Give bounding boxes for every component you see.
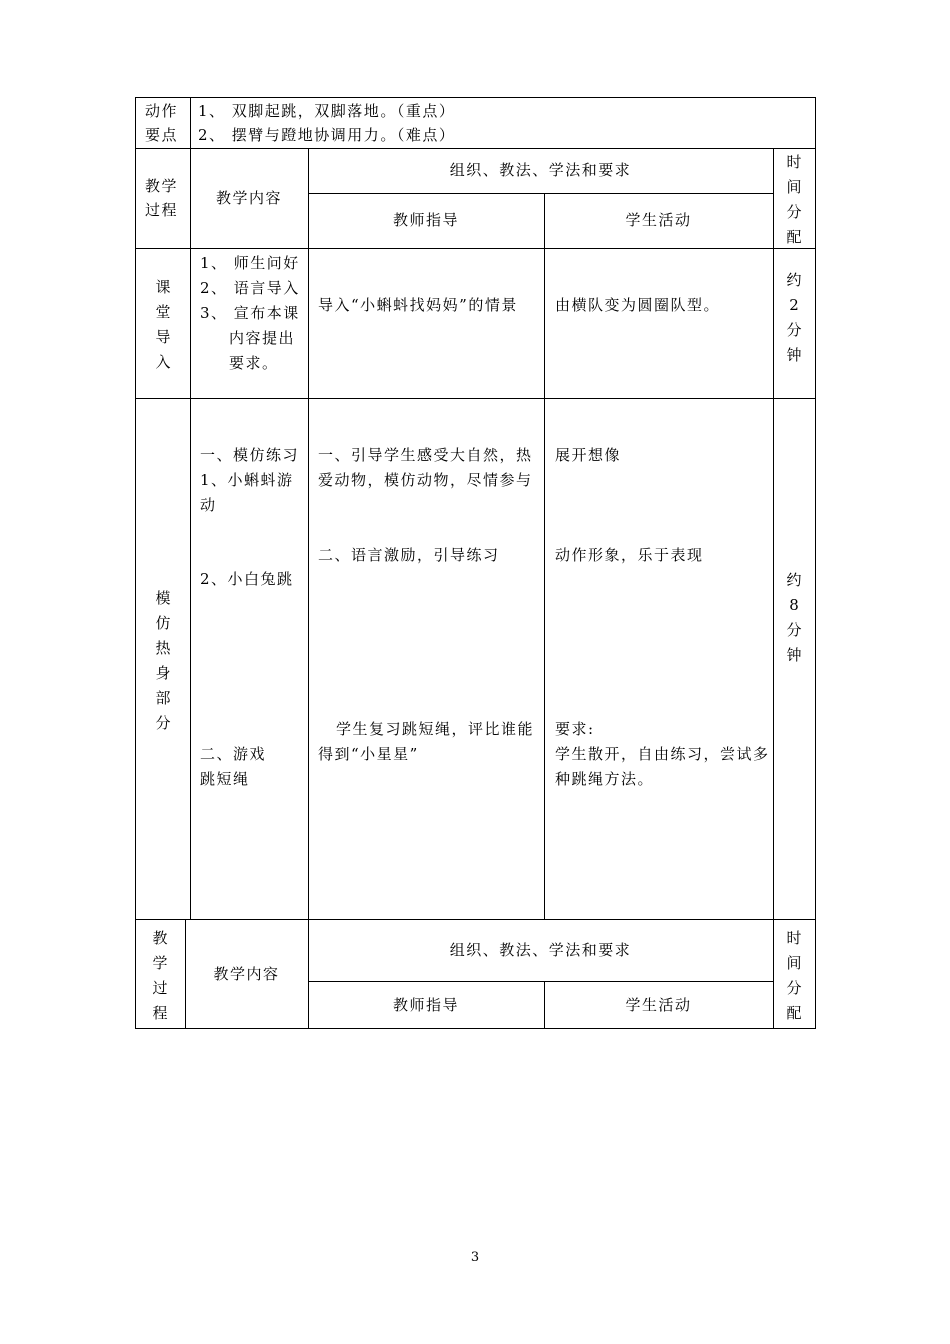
key-point-2: 2、 摆臂与蹬地协调用力。（难点） (198, 126, 456, 144)
section2-time: 约 8 分 钟 (786, 571, 802, 664)
section1-content-4: 内容提出 (229, 329, 296, 347)
student-header: 学生活动 (625, 211, 692, 229)
page-number: 3 (470, 1250, 480, 1265)
section1-name: 课 堂 导 入 (155, 278, 171, 371)
section1-teacher: 导入“小蝌蚪找妈妈”的情景 (318, 296, 518, 314)
time-header: 时 间 分 配 (786, 153, 802, 246)
section2-teacher-5: 得到“小星星” (318, 745, 419, 763)
key-point-1: 1、 双脚起跳，双脚落地。（重点） (198, 102, 456, 120)
section2-content-6: 跳短绳 (200, 770, 250, 788)
process-label-2: 过程 (145, 201, 179, 219)
section1-content-2: 2、 语言导入 (200, 279, 300, 297)
section2-student-3: 要求: (555, 720, 595, 738)
section2-student-4: 学生散开，自由练习，尝试多 (555, 745, 770, 763)
org-methods-header: 组织、教法、学法和要求 (449, 161, 632, 179)
section2-content-3: 动 (200, 496, 217, 514)
section2-student-2: 动作形象，乐于表现 (555, 546, 704, 564)
section2-teacher-3: 二、语言激励，引导练习 (318, 546, 500, 564)
footer-content-header: 教学内容 (213, 965, 280, 983)
section2-content-1: 一、模仿练习 (200, 446, 300, 464)
section2-content-5: 二、游戏 (200, 745, 267, 763)
section1-content-1: 1、 师生问好 (200, 254, 300, 272)
footer-student-header: 学生活动 (625, 996, 692, 1014)
section2-student-5: 种跳绳方法。 (555, 770, 655, 788)
section1-content-3: 3、 宣布本课 (200, 304, 300, 322)
key-points-label-1: 动作 (145, 102, 179, 120)
section2-content-2: 1、小蝌蚪游 (200, 471, 294, 489)
teacher-header: 教师指导 (392, 211, 459, 229)
section2-student-1: 展开想像 (555, 446, 622, 464)
section2-teacher-2: 爱动物，模仿动物，尽情参与 (318, 471, 533, 489)
footer-org-methods-header: 组织、教法、学法和要求 (449, 941, 632, 959)
footer-process-label: 教 学 过 程 (152, 929, 168, 1022)
section1-student: 由横队变为圆圈队型。 (555, 296, 721, 314)
footer-teacher-header: 教师指导 (392, 996, 459, 1014)
footer-time-header: 时 间 分 配 (786, 929, 802, 1022)
section2-teacher-1: 一、引导学生感受大自然，热 (318, 446, 533, 464)
content-header: 教学内容 (215, 189, 282, 207)
section1-content-5: 要求。 (229, 354, 279, 372)
key-points-label-2: 要点 (145, 126, 179, 144)
section1-time: 约 2 分 钟 (786, 271, 802, 364)
section2-name: 模 仿 热 身 部 分 (155, 589, 171, 732)
process-label-1: 教学 (145, 177, 179, 195)
section2-content-4: 2、小白兔跳 (200, 570, 294, 588)
section2-teacher-4: 学生复习跳短绳，评比谁能 (336, 720, 535, 738)
